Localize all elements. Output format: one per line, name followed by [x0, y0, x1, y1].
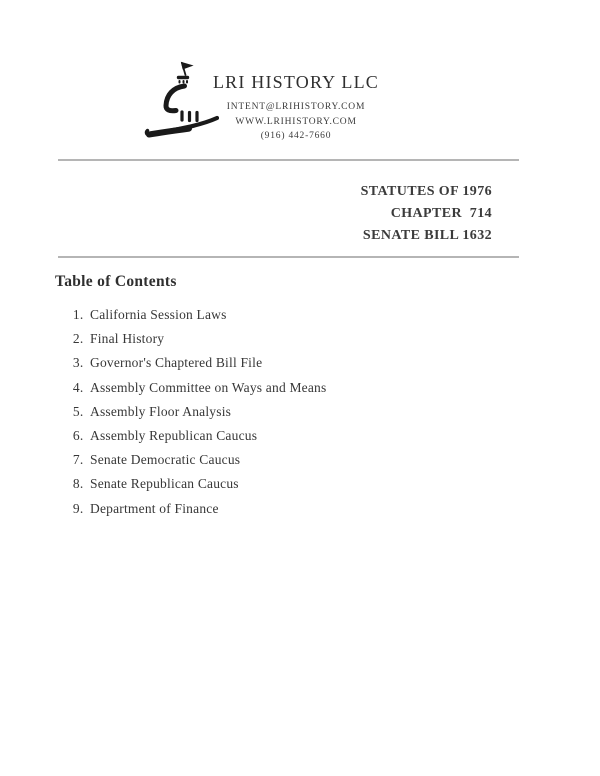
statute-reference	[58, 181, 492, 247]
toc-item: 6. Assembly Republican Caucus	[87, 424, 560, 448]
toc-item: 4. Assembly Committee on Ways and Means	[87, 376, 560, 400]
statutes-line: STATUTES OF 1976	[360, 184, 492, 199]
chapter-line: CHAPTER 714	[390, 206, 492, 221]
toc-item: 7. Senate Democratic Caucus	[87, 448, 560, 472]
company-name: LRI HISTORY LLC	[212, 72, 379, 92]
company-email: INTENT@LRIHISTORY.COM	[226, 102, 366, 112]
company-phone: (916) 442-7660	[260, 131, 332, 141]
toc-title: Table of Contents	[55, 273, 177, 290]
toc-item: 8. Senate Republican Caucus	[87, 472, 560, 496]
toc-list	[0, 303, 560, 521]
toc-item: 1. California Session Laws	[87, 303, 560, 327]
letterhead	[0, 72, 592, 144]
toc-item: 9. Department of Finance	[87, 497, 560, 521]
horizontal-rule-top	[58, 159, 519, 161]
horizontal-rule-bottom	[58, 256, 519, 258]
toc-item: 5. Assembly Floor Analysis	[87, 400, 560, 424]
senate-bill-line: SENATE BILL 1632	[362, 228, 492, 243]
toc-item: 2. Final History	[87, 327, 560, 351]
company-website: WWW.LRIHISTORY.COM	[235, 116, 357, 127]
toc-item: 3. Governor's Chaptered Bill File	[87, 351, 560, 375]
